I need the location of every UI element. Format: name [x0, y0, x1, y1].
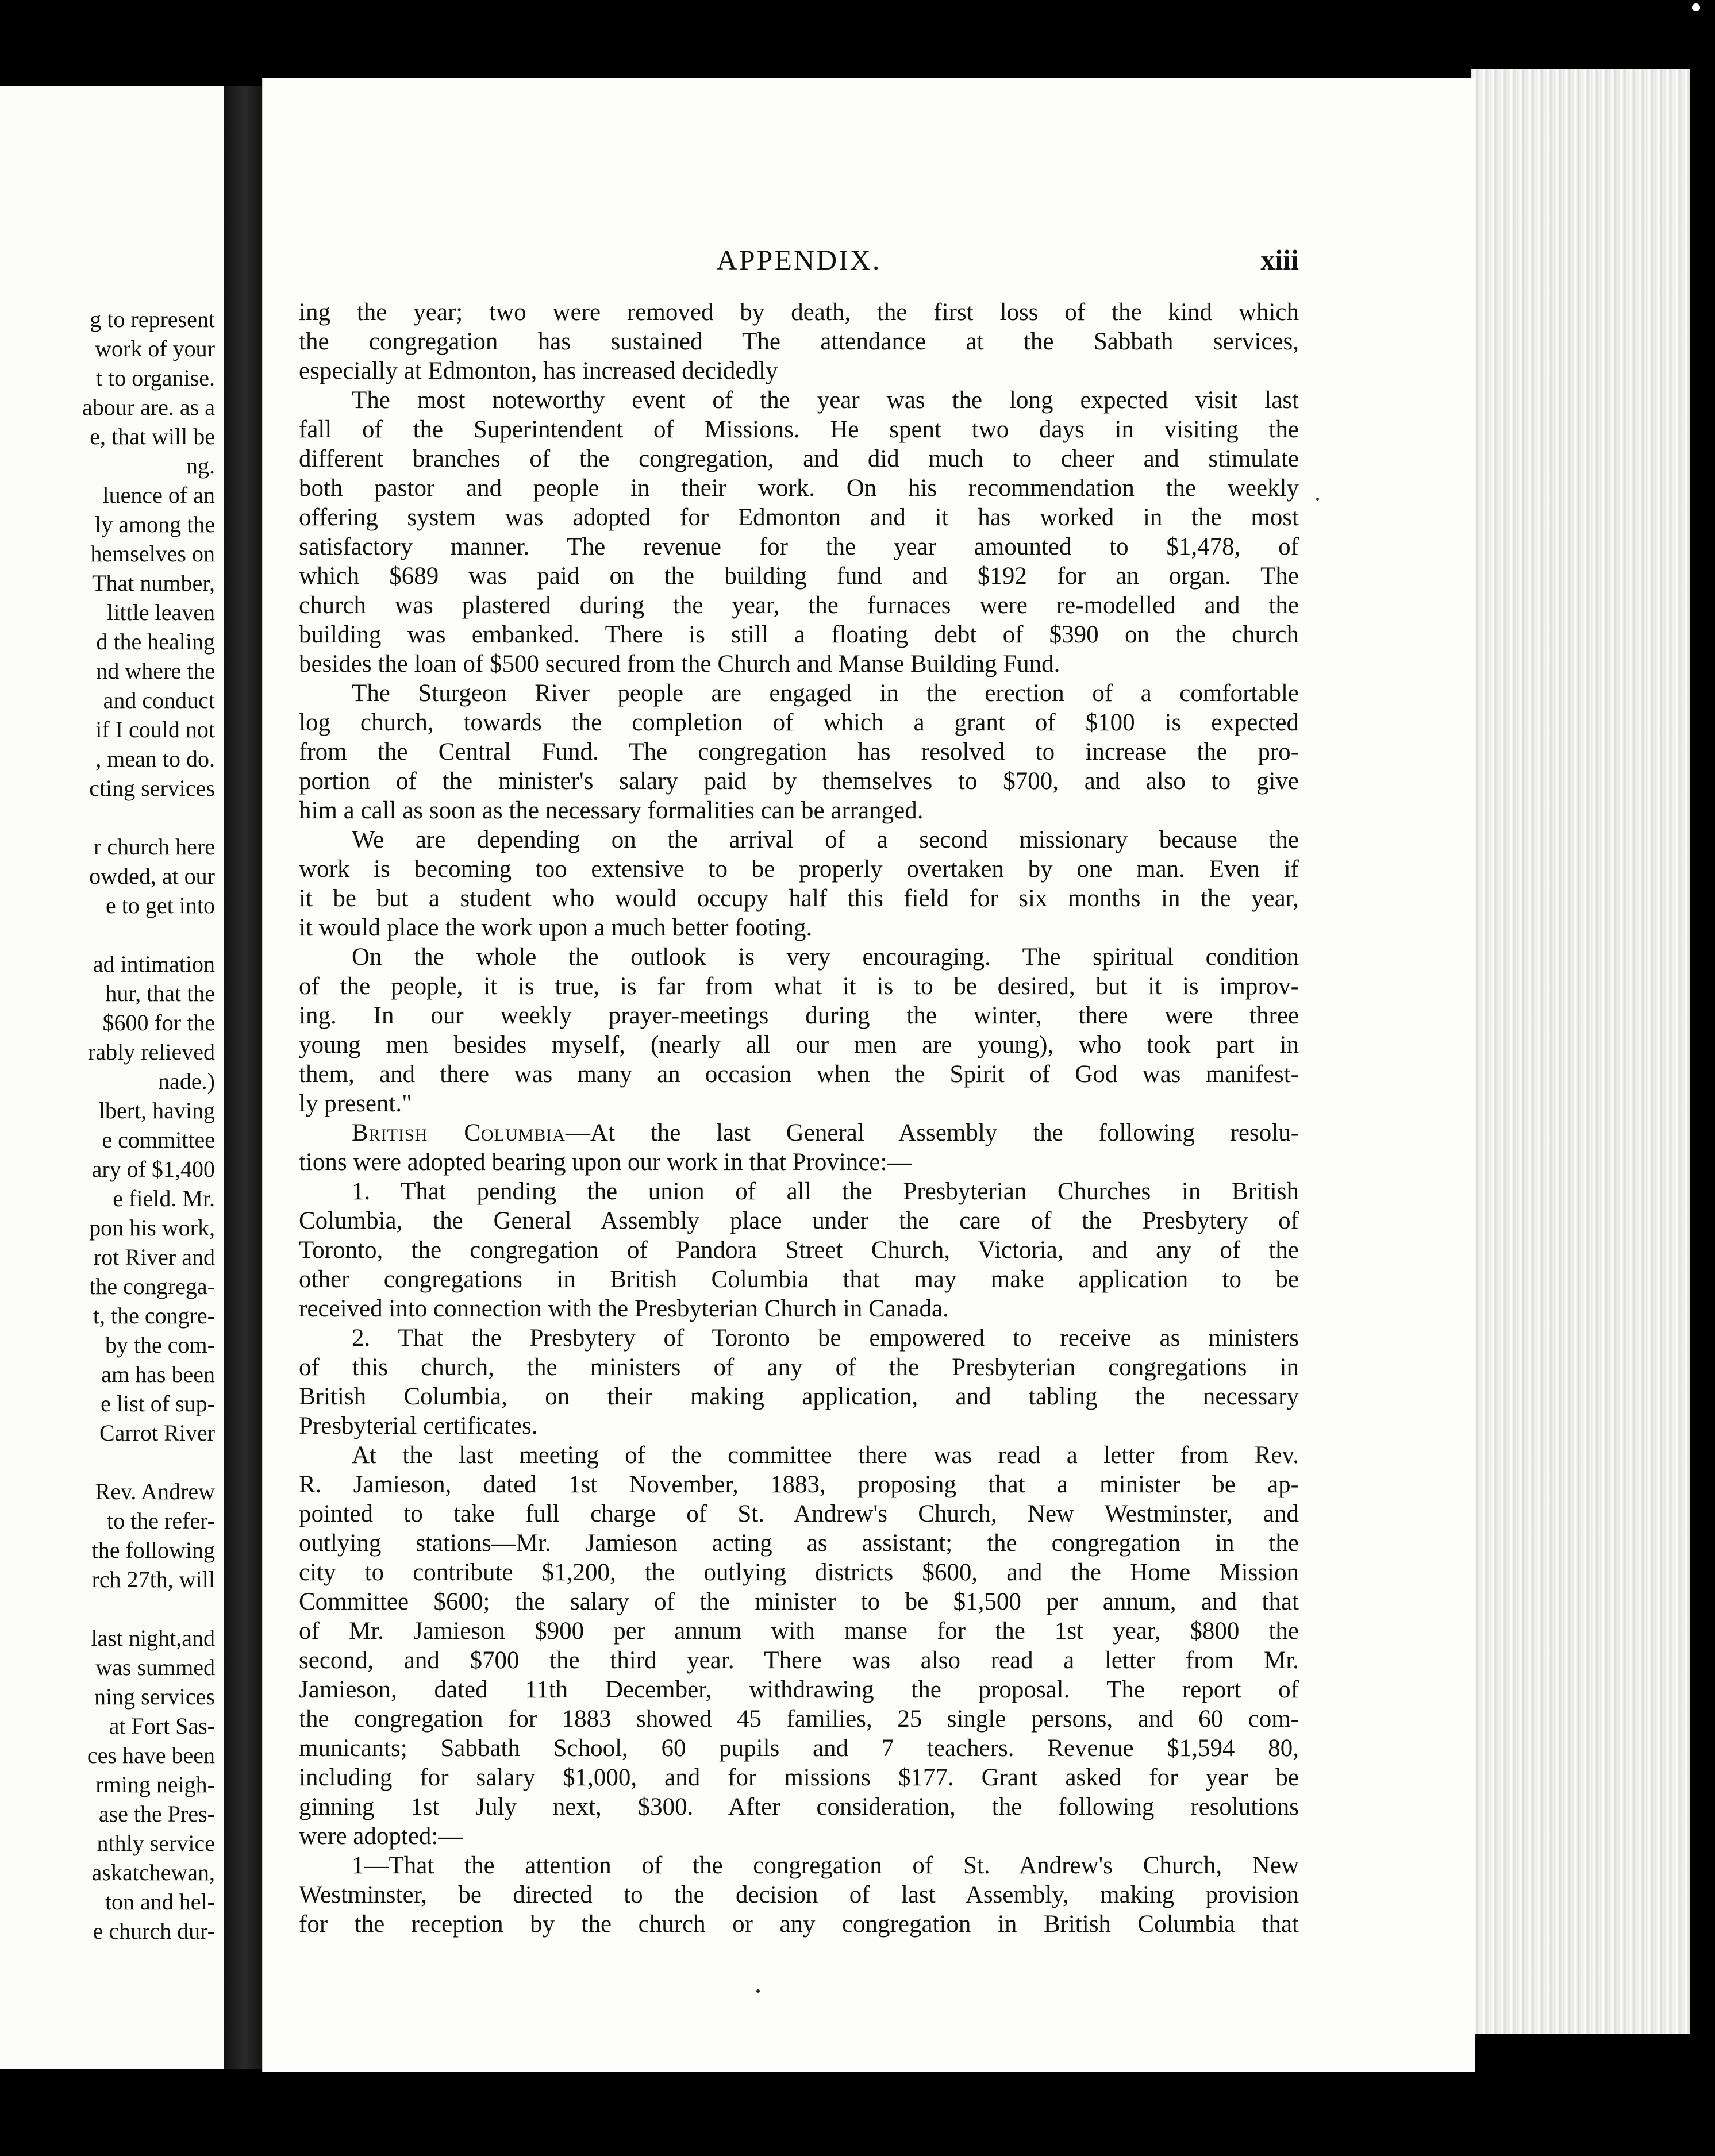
line-text: which $689 was paid on the building fund and $192 for an organ. The: [299, 563, 1299, 590]
left-page-line: pon his work,: [89, 1215, 215, 1241]
line-text: young men besides myself, (nearly all our men are young), who took part in: [299, 1031, 1299, 1058]
line-text: Columbia, the General Assembly place under the care of the Presbytery of: [299, 1207, 1299, 1234]
line-text: Jamieson, dated 11th December, withdrawing the proposal. The report of: [299, 1676, 1299, 1703]
left-page-line: ton and hel-: [105, 1889, 215, 1915]
line-text: him a call as soon as the necessary formalities can be arranged.: [299, 797, 924, 824]
text-line: [299, 1616, 1299, 1646]
left-page-line: r church here: [94, 834, 215, 860]
left-page-line: rming neigh-: [95, 1772, 215, 1797]
left-page-line: rch 27th, will: [91, 1566, 215, 1592]
line-text: The Sturgeon River people are engaged in the erection of a comfortable: [352, 680, 1299, 707]
text-line: [299, 1880, 1299, 1909]
line-text: different branches of the congregation, and did much to cheer and stimulate: [299, 445, 1299, 472]
left-page-text: [0, 305, 218, 1946]
left-page-line: am has been: [101, 1361, 215, 1387]
line-text: ginning 1st July next, $300. After consideration, the following resolutions: [299, 1793, 1299, 1820]
left-page-line: d the healing: [96, 629, 215, 654]
text-line: [299, 1909, 1299, 1939]
left-page-line: That number,: [92, 570, 215, 596]
left-page-line: to the refer-: [107, 1508, 215, 1534]
left-page-line: nd where the: [96, 658, 215, 684]
text-line: [299, 1529, 1299, 1558]
line-text: outlying stations—Mr. Jamieson acting as assistant; the congregation in the: [299, 1530, 1299, 1557]
line-text: of Mr. Jamieson $900 per annum with manse for the 1st year, $800 the: [299, 1618, 1299, 1645]
left-page-line: was summed: [95, 1654, 215, 1680]
line-text: —At the last General Assembly the following resolu-: [565, 1119, 1299, 1146]
text-line: [299, 1646, 1299, 1675]
left-page-line: [0, 1447, 218, 1477]
left-page-line: ly among the: [95, 511, 215, 537]
left-page-line: t, the congre-: [93, 1303, 215, 1329]
page-header: [299, 241, 1299, 278]
line-text: fall of the Superintendent of Missions. He spent two days in visiting the: [299, 416, 1299, 443]
text-line: [299, 1294, 1299, 1323]
line-text: it would place the work upon a much better footing.: [299, 914, 813, 941]
line-text: other congregations in British Columbia that may make application to be: [299, 1266, 1299, 1293]
text-line: [299, 1382, 1299, 1411]
line-text: the congregation for 1883 showed 45 families, 25 single persons, and 60 com-: [299, 1705, 1299, 1732]
line-text: municants; Sabbath School, 60 pupils and 7 teachers. Revenue $1,594 80,: [299, 1735, 1299, 1762]
text-line: [299, 1060, 1299, 1089]
text-line: [299, 620, 1299, 649]
footer-mark: [756, 1989, 760, 1993]
line-text: of this church, the ministers of any of the Presbyterian congregations in: [299, 1354, 1299, 1381]
page-edges: [1471, 69, 1690, 2034]
left-page-line: , mean to do.: [95, 746, 215, 772]
text-line: [299, 972, 1299, 1001]
text-line: [299, 1001, 1299, 1030]
text-line: [299, 1704, 1299, 1734]
text-line: [299, 1089, 1299, 1118]
left-page-line: e, that will be: [90, 424, 215, 449]
line-text: it be but a student who would occupy half this field for six months in the year,: [299, 885, 1299, 912]
line-text: Westminster, be directed to the decision of last Assembly, making provision: [299, 1881, 1299, 1908]
text-line: [299, 913, 1299, 942]
line-text: ing. In our weekly prayer-meetings during the winter, there were three: [299, 1002, 1299, 1029]
text-line: [299, 854, 1299, 884]
left-page-line: rot River and: [93, 1244, 215, 1270]
line-text: for the reception by the church or any congregation in British Columbia that: [299, 1911, 1299, 1938]
left-page-line: rably relieved: [88, 1039, 215, 1065]
text-line: [299, 708, 1299, 737]
left-page-line: abour are. as a: [82, 394, 215, 420]
line-text: British Columbia, on their making application, and tabling the necessary: [299, 1383, 1299, 1410]
line-text: We are depending on the arrival of a second missionary because the: [352, 826, 1299, 853]
text-line: [299, 591, 1299, 620]
left-page-line: ng.: [186, 453, 215, 479]
text-line: [299, 737, 1299, 767]
text-line: [299, 1148, 1299, 1177]
text-line: [299, 1030, 1299, 1060]
text-line: [299, 649, 1299, 679]
text-line: [299, 825, 1299, 854]
left-page-line: ces have been: [87, 1742, 215, 1768]
line-text: Toronto, the congregation of Pandora Street Church, Victoria, and any of the: [299, 1237, 1299, 1264]
page-number: xiii: [1260, 244, 1299, 276]
left-page-line: $600 for the: [102, 1010, 215, 1035]
line-text: ing the year; two were removed by death, the first loss of the kind which: [299, 299, 1299, 326]
left-page-line: if I could not: [95, 717, 215, 742]
left-page-line: e committee: [102, 1127, 215, 1153]
text-line: [299, 532, 1299, 561]
text-line: [299, 1587, 1299, 1616]
left-page-line: last night,and: [91, 1625, 215, 1651]
text-line: [299, 1441, 1299, 1470]
left-page-line: ad intimation: [93, 951, 215, 977]
text-line: [299, 1499, 1299, 1529]
line-text: tions were adopted bearing upon our work in that Province:—: [299, 1149, 912, 1176]
left-page-line: hemselves on: [90, 541, 215, 567]
line-text: 1. That pending the union of all the Presbyterian Churches in British: [352, 1178, 1299, 1205]
corner-mark: [1692, 3, 1700, 11]
text-line: [299, 884, 1299, 913]
book-gutter: [224, 86, 264, 2069]
text-line: [299, 1558, 1299, 1587]
text-line: [299, 473, 1299, 503]
line-text: them, and there was many an occasion when the Spirit of God was manifest-: [299, 1061, 1299, 1088]
line-text: R. Jamieson, dated 1st November, 1883, proposing that a minister be ap-: [299, 1471, 1299, 1498]
left-page-line: ary of $1,400: [91, 1156, 215, 1182]
text-line: [299, 298, 1299, 327]
text-line: [299, 444, 1299, 473]
section-heading: British Columbia: [352, 1119, 566, 1146]
left-page-line: ase the Pres-: [98, 1801, 215, 1827]
left-page-line: the following: [91, 1537, 215, 1563]
left-page-line: luence of an: [102, 482, 215, 508]
left-page-line: nade.): [158, 1068, 215, 1094]
line-text: the congregation has sustained The attendance at the Sabbath services,: [299, 328, 1299, 355]
line-text: church was plastered during the year, the furnaces were re-modelled and the: [299, 592, 1299, 619]
line-text: 1—That the attention of the congregation of St. Andrew's Church, New: [352, 1852, 1299, 1879]
left-page-line: e list of sup-: [101, 1391, 215, 1416]
line-text: from the Central Fund. The congregation has resolved to increase the pro-: [299, 738, 1299, 765]
line-text: 2. That the Presbytery of Toronto be empowered to receive as ministers: [352, 1325, 1299, 1352]
text-line: [299, 1323, 1299, 1353]
line-text: of the people, it is true, is far from what it is to be desired, but it is improv-: [299, 973, 1299, 1000]
text-line: [299, 1206, 1299, 1235]
left-page-line: hur, that the: [105, 980, 215, 1006]
left-page-line: and conduct: [103, 687, 215, 713]
left-page-line: ning services: [94, 1684, 215, 1710]
text-line: [299, 1675, 1299, 1704]
text-line: [299, 1792, 1299, 1822]
line-text: second, and $700 the third year. There was also read a letter from Mr.: [299, 1647, 1299, 1674]
line-text: especially at Edmonton, has increased decidedly: [299, 357, 778, 384]
line-text: including for salary $1,000, and for missions $177. Grant asked for year be: [299, 1764, 1299, 1791]
left-page-line: at Fort Sas-: [109, 1713, 215, 1739]
left-page-line: t to organise.: [95, 365, 215, 391]
left-page-line: [0, 1594, 218, 1623]
line-text: pointed to take full charge of St. Andrew's Church, New Westminster, and: [299, 1500, 1299, 1527]
text-line: [299, 327, 1299, 356]
line-text: both pastor and people in their work. On his recommendation the weekly: [299, 475, 1299, 502]
left-page-line: [0, 803, 218, 832]
running-title: APPENDIX.: [716, 244, 882, 276]
line-text: Presbyterial certificates.: [299, 1412, 538, 1439]
text-line: [299, 1353, 1299, 1382]
left-page-line: little leaven: [107, 599, 215, 625]
line-text: building was embanked. There is still a floating debt of $390 on the church: [299, 621, 1299, 648]
line-text: log church, towards the completion of which a grant of $100 is expected: [299, 709, 1299, 736]
left-page-line: e church dur-: [93, 1918, 215, 1944]
left-page-line: by the com-: [105, 1332, 215, 1358]
text-line: [299, 1235, 1299, 1265]
left-page-line: g to represent: [90, 306, 215, 332]
left-page-line: owded, at our: [89, 863, 215, 889]
text-line: [299, 1851, 1299, 1880]
text-line: [299, 767, 1299, 796]
left-page-line: e field. Mr.: [113, 1185, 215, 1211]
text-line: [299, 415, 1299, 444]
left-page-line: [0, 920, 218, 949]
line-text: were adopted:—: [299, 1823, 463, 1850]
left-page-line: Carrot River: [99, 1420, 215, 1446]
line-text: work is becoming too extensive to be properly overtaken by one man. Even if: [299, 856, 1299, 883]
body-text: [299, 298, 1299, 1939]
text-line: [299, 1265, 1299, 1294]
text-line: [299, 1763, 1299, 1792]
line-text: received into connection with the Presbyterian Church in Canada.: [299, 1295, 949, 1322]
text-line: [299, 1177, 1299, 1206]
line-text: city to contribute $1,200, the outlying districts $600, and the Home Mission: [299, 1559, 1299, 1586]
line-text: The most noteworthy event of the year was the long expected visit last: [352, 387, 1299, 414]
left-page-line: askatchewan,: [91, 1859, 215, 1885]
line-text: satisfactory manner. The revenue for the year amounted to $1,478, of: [299, 533, 1299, 560]
text-line: [299, 1822, 1299, 1851]
line-text: offering system was adopted for Edmonton and it has worked in the most: [299, 504, 1299, 531]
text-line: [299, 503, 1299, 532]
text-line: [299, 1118, 1299, 1148]
left-page-line: nthly service: [97, 1830, 215, 1856]
text-line: [299, 1411, 1299, 1441]
left-page-line: Rev. Andrew: [95, 1479, 215, 1504]
margin-mark: [1316, 498, 1319, 500]
line-text: On the whole the outlook is very encouraging. The spiritual condition: [352, 944, 1299, 971]
line-text: besides the loan of $500 secured from the Church and Manse Building Fund.: [299, 650, 1060, 677]
left-page-line: the congrega-: [89, 1273, 215, 1299]
text-line: [299, 942, 1299, 972]
left-page: [0, 86, 224, 2069]
text-line: [299, 386, 1299, 415]
text-line: [299, 796, 1299, 825]
text-line: [299, 356, 1299, 386]
text-line: [299, 679, 1299, 708]
left-page-line: cting services: [89, 775, 215, 801]
left-page-line: e to get into: [106, 892, 215, 918]
text-line: [299, 1470, 1299, 1499]
line-text: Committee $600; the salary of the minister to be $1,500 per annum, and that: [299, 1588, 1299, 1615]
left-page-line: work of your: [95, 336, 215, 361]
line-text: ly present.": [299, 1090, 412, 1117]
text-line: [299, 561, 1299, 591]
line-text: At the last meeting of the committee there was read a letter from Rev.: [352, 1442, 1299, 1469]
text-line: [299, 1734, 1299, 1763]
line-text: portion of the minister's salary paid by themselves to $700, and also to give: [299, 768, 1299, 795]
left-page-line: lbert, having: [98, 1098, 215, 1123]
